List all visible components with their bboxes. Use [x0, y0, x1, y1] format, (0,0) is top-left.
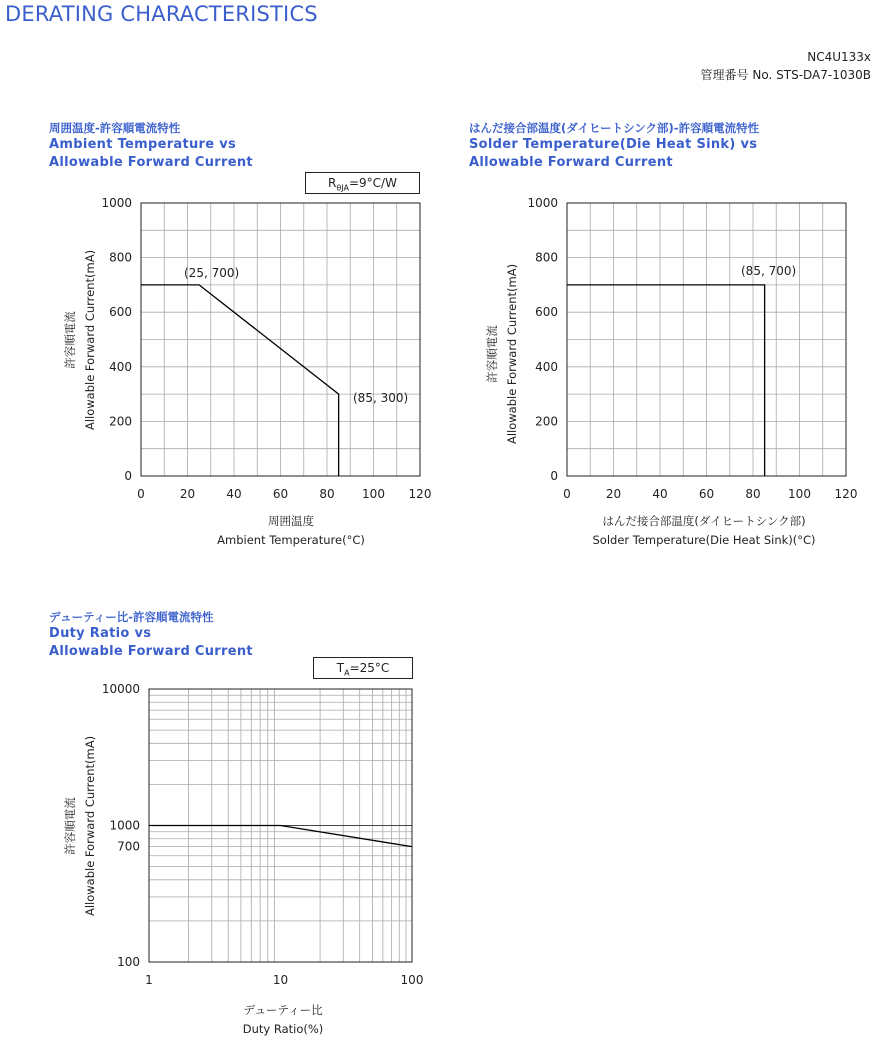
solder-ylabel-en: Allowable Forward Current(mA): [505, 263, 519, 445]
solder-ytick-label: 0: [550, 469, 558, 483]
duty-heading-en-line1: Duty Ratio vs: [49, 626, 152, 641]
ambient-ylabel-en: Allowable Forward Current(mA): [83, 249, 97, 431]
solder-xtick-label: 100: [788, 487, 811, 501]
duty-ytick-label: 700: [117, 839, 140, 854]
ambient-annotation-85-300: (85, 300): [353, 391, 409, 405]
document-number-label: 管理番号: [700, 68, 749, 82]
page-title: DERATING CHARACTERISTICS: [5, 2, 318, 26]
duty-xtick-label: 10: [272, 973, 289, 987]
duty-condition-sub: A: [344, 668, 350, 678]
ambient-ylabel-jp: 許容順電流: [63, 311, 77, 369]
ambient-annotation-25-700: (25, 700): [184, 266, 240, 280]
ambient-heading-en-line1: Ambient Temperature vs: [49, 137, 237, 152]
solder-xtick-label: 40: [652, 487, 668, 501]
duty-xtick-label: 1: [145, 973, 153, 987]
ambient-condition-rest: =9°C/W: [348, 176, 397, 190]
ambient-ytick-label: 0: [124, 469, 132, 483]
solder-ylabel-jp: 許容順電流: [485, 325, 499, 383]
ambient-ytick-label: 1000: [101, 196, 132, 210]
ambient-ytick-label: 400: [109, 359, 132, 374]
solder-heading-en-line2: Allowable Forward Current: [469, 155, 673, 170]
solder-xlabel-jp: はんだ接合部温度(ダイヒートシンク部): [602, 514, 806, 528]
duty-ytick-label: 10000: [101, 682, 140, 696]
solder-ytick-label: 400: [535, 359, 558, 374]
ambient-xtick-label: 100: [362, 487, 385, 501]
solder-xtick-label: 80: [745, 487, 761, 501]
solder-heading-en-line1: Solder Temperature(Die Heat Sink) vs: [469, 137, 758, 152]
ambient-ytick-label: 600: [109, 305, 132, 320]
ambient-xtick-label: 80: [319, 487, 335, 501]
ambient-ytick-label: 800: [109, 250, 132, 265]
solder-ytick-label: 200: [535, 414, 558, 429]
duty-ylabel-jp: 許容順電流: [63, 797, 77, 855]
ambient-condition-main: R: [328, 176, 337, 190]
ambient-condition-sub: θJA: [336, 183, 349, 193]
duty-xlabel-en: Duty Ratio(%): [242, 1022, 324, 1036]
duty-heading-en-line2: Allowable Forward Current: [49, 644, 253, 659]
ambient-xtick-label: 120: [408, 487, 432, 501]
duty-xlabel-jp: デューティー比: [243, 1003, 323, 1017]
solder-xtick-label: 120: [834, 487, 858, 501]
duty-ytick-label: 100: [117, 955, 140, 969]
solder-xtick-label: 0: [563, 487, 571, 501]
ambient-xtick-label: 60: [272, 487, 289, 501]
ambient-xlabel-en: Ambient Temperature(°C): [217, 533, 365, 547]
duty-xtick-label: 100: [400, 973, 424, 987]
ambient-heading-jp: 周囲温度-許容順電流特性: [49, 121, 181, 135]
ambient-ytick-label: 200: [109, 414, 132, 429]
solder-annotation-85-700: (85, 700): [741, 264, 797, 278]
solder-ytick-label: 800: [535, 250, 558, 265]
duty-ytick-label: 1000: [109, 818, 140, 833]
document-code: NC4U133x: [807, 50, 871, 64]
solder-ytick-label: 600: [535, 305, 558, 320]
document-number-value: No. STS-DA7-1030B: [752, 68, 871, 82]
duty-condition-main: T: [336, 661, 345, 675]
ambient-xtick-label: 40: [226, 487, 242, 501]
solder-xtick-label: 20: [605, 487, 622, 501]
ambient-xtick-label: 0: [137, 487, 145, 501]
duty-tick-labels: [102, 682, 424, 987]
solder-heading-jp: はんだ接合部温度(ダイヒートシンク部)-許容順電流特性: [469, 121, 760, 135]
solder-xtick-label: 60: [698, 487, 715, 501]
ambient-xtick-label: 20: [179, 487, 196, 501]
solder-xlabel-en: Solder Temperature(Die Heat Sink)(°C): [592, 533, 816, 547]
duty-heading-jp: デューティー比-許容順電流特性: [49, 610, 214, 624]
ambient-xlabel-jp: 周囲温度: [268, 514, 314, 528]
ambient-heading-en-line2: Allowable Forward Current: [49, 155, 253, 170]
duty-ylabel-en: Allowable Forward Current(mA): [83, 735, 97, 917]
solder-ytick-label: 1000: [527, 196, 558, 210]
duty-condition-rest: =25°C: [349, 661, 390, 675]
